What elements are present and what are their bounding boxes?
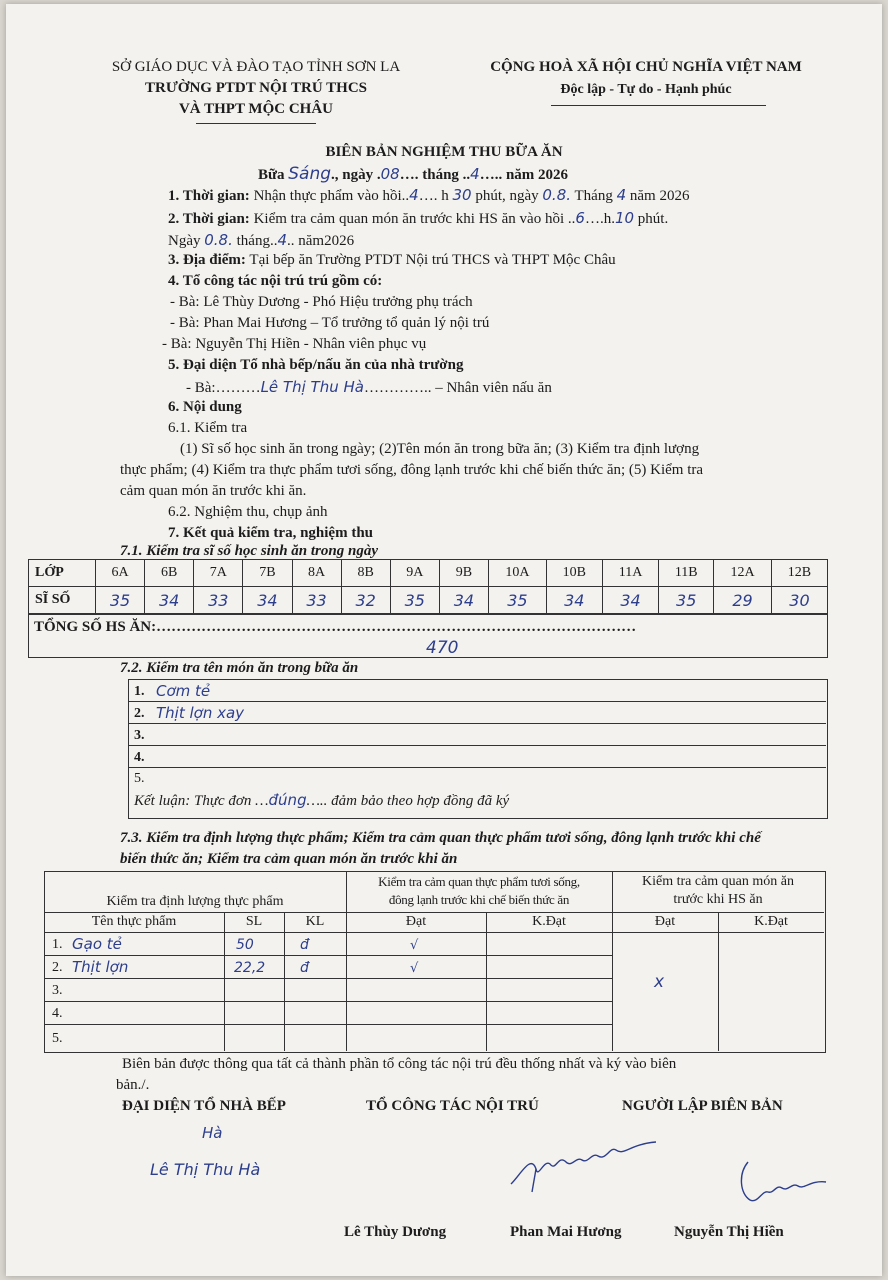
kitchen-signature-full: Lê Thị Thu Hà xyxy=(150,1160,261,1179)
count-cell: 33 xyxy=(194,587,243,614)
col-group-meal-line2: trước khi HS ăn xyxy=(673,892,763,907)
food-table-row-line xyxy=(44,1024,612,1025)
header-school-line2: VÀ THPT MỘC CHÂU xyxy=(178,101,334,117)
section-7-heading: 7. Kết quả kiểm tra, nghiệm thu xyxy=(168,525,374,541)
count-cell: 34 xyxy=(602,587,659,614)
count-cell: 33 xyxy=(292,587,341,614)
page-title: BIÊN BẢN NGHIỆM THU BỮA ĂN xyxy=(325,144,563,160)
col-pass-fresh: Đạt xyxy=(405,914,427,929)
signature-author-title: NGƯỜI LẬP BIÊN BẢN xyxy=(622,1098,783,1114)
food-row-pass: √ xyxy=(410,938,419,953)
food-row-number: 1. xyxy=(52,937,63,952)
dish-number: 1. xyxy=(134,684,145,699)
class-cell: 7B xyxy=(243,560,292,587)
header-department: SỞ GIÁO DỤC VÀ ĐÀO TẠO TỈNH SƠN LA xyxy=(111,59,401,75)
total-value: 470 xyxy=(426,638,459,658)
class-row-label: LỚP xyxy=(29,560,96,587)
count-cell: 35 xyxy=(390,587,439,614)
class-cell: 10A xyxy=(489,560,547,587)
meal-line: Bữa Sáng., ngày .08…. tháng ..4….. năm 2026 xyxy=(258,164,569,184)
count-cell: 35 xyxy=(659,587,714,614)
section-1: 1. Thời gian: Nhận thực phẩm vào hồi..4…. h 30 phút, ngày 0.8. Tháng 4 năm 2026 xyxy=(168,186,690,204)
kitchen-representative: - Bà:………Lê Thị Thu Hà………….. – Nhân viên nấu ăn xyxy=(186,378,552,396)
col-fail-meal: K.Đạt xyxy=(754,914,788,929)
section-2-date: Ngày 0.8. tháng..4.. năm2026 xyxy=(168,231,355,249)
section-6-heading: 6. Nội dung xyxy=(168,399,242,415)
food-row-sl: 50 xyxy=(236,937,254,953)
section-2: 2. Thời gian: Kiểm tra cảm quan món ăn trước khi HS ăn vào hồi ..6….h.10 phút. xyxy=(168,209,669,227)
food-row-name: Gạo tẻ xyxy=(72,935,122,953)
class-cell: 12B xyxy=(771,560,827,587)
col-kl: KL xyxy=(305,914,325,929)
count-cell: 35 xyxy=(96,587,145,614)
col-fail-fresh: K.Đạt xyxy=(532,914,566,929)
food-row-kl: đ xyxy=(300,937,309,953)
count-cell: 32 xyxy=(341,587,390,614)
header-country: CỘNG HOÀ XÃ HỘI CHỦ NGHĨA VIỆT NAM xyxy=(490,59,802,75)
food-row-pass: √ xyxy=(410,961,419,976)
signature-board-mark xyxy=(506,1134,666,1194)
dish-divider xyxy=(128,723,826,724)
header-right-underline xyxy=(551,105,766,106)
food-row-name: Thịt lợn xyxy=(72,958,129,976)
signature-kitchen-title: ĐẠI DIỆN TỔ NHÀ BẾP xyxy=(122,1098,286,1114)
total-label: TỔNG SỐ HS ĂN:…………………………………………………………………………………… xyxy=(34,619,637,635)
member-2: - Bà: Phan Mai Hương – Tổ trưởng tổ quản lý nội trú xyxy=(170,315,490,331)
dish-number: 3. xyxy=(134,728,145,743)
count-cell: 34 xyxy=(546,587,602,614)
food-table-row-line xyxy=(44,955,612,956)
section-6-2: 6.2. Nghiệm thu, chụp ảnh xyxy=(168,504,328,520)
meal-check-mark: x xyxy=(654,972,665,992)
dish-divider xyxy=(128,767,826,768)
dish-divider xyxy=(128,701,826,702)
count-cell: 34 xyxy=(243,587,292,614)
col-pass-meal: Đạt xyxy=(654,914,676,929)
dish-conclusion: Kết luận: Thực đơn …đúng….. đảm bảo theo hợp đồng đã ký xyxy=(134,791,510,809)
dish-name: Thịt lợn xay xyxy=(156,704,245,722)
section-4-heading: 4. Tổ công tác nội trú trú gồm có: xyxy=(168,273,383,289)
class-cell: 11A xyxy=(602,560,659,587)
signature-name-1: Lê Thùy Dương xyxy=(344,1224,447,1240)
col-group-meal-line1: Kiểm tra cảm quan món ăn xyxy=(641,874,794,889)
food-table-row-line xyxy=(612,932,824,933)
dish-number: 5. xyxy=(134,771,145,786)
col-group-quantity: Kiểm tra định lượng thực phẩm xyxy=(106,894,284,909)
section-7-1: 7.1. Kiểm tra sĩ số học sinh ăn trong ngày xyxy=(120,543,378,559)
section-6-1: 6.1. Kiểm tra xyxy=(168,420,248,436)
class-cell: 8A xyxy=(292,560,341,587)
count-cell: 30 xyxy=(771,587,827,614)
col-group-fresh-line2: đông lạnh trước khi chế biến thức ăn xyxy=(388,892,570,907)
count-cell: 29 xyxy=(714,587,772,614)
signature-board-title: TỔ CÔNG TÁC NỘI TRÚ xyxy=(366,1098,539,1114)
header-motto: Độc lập - Tự do - Hạnh phúc xyxy=(560,82,732,97)
section-7-2: 7.2. Kiểm tra tên món ăn trong bữa ăn xyxy=(120,660,359,676)
closing-line1: Biên bản được thông qua tất cả thành phần tổ công tác nội trú đều thống nhất và ký vào biên xyxy=(122,1056,677,1072)
food-table-row-line xyxy=(44,978,612,979)
count-cell: 34 xyxy=(145,587,194,614)
food-table-row-line xyxy=(44,912,824,913)
kitchen-signature-short: Hà xyxy=(202,1124,223,1142)
class-cell: 6B xyxy=(145,560,194,587)
food-table-row-line xyxy=(44,932,612,933)
food-row-number: 3. xyxy=(52,983,63,998)
section-6-para-2: thực phẩm; (4) Kiểm tra thực phẩm tươi sống, đông lạnh trước khi chế biến thức ăn; (5) Kiểm tra xyxy=(120,462,704,478)
closing-line2: bản./. xyxy=(116,1077,150,1093)
dish-number: 2. xyxy=(134,706,145,721)
signature-name-3: Nguyễn Thị Hiền xyxy=(674,1224,784,1240)
header-left-underline xyxy=(196,123,316,124)
class-row xyxy=(29,560,828,587)
section-7-3: 7.3. Kiểm tra định lượng thực phẩm; Kiểm tra cảm quan thực phẩm tươi sống, đông lạnh trước khi chế xyxy=(120,830,761,846)
count-cell: 34 xyxy=(439,587,488,614)
member-1: - Bà: Lê Thùy Dương - Phó Hiệu trưởng phụ trách xyxy=(170,294,473,310)
food-row-number: 4. xyxy=(52,1006,63,1021)
class-cell: 6A xyxy=(96,560,145,587)
dish-divider xyxy=(128,745,826,746)
col-food-name: Tên thực phẩm xyxy=(91,914,177,929)
signature-author-mark xyxy=(736,1154,836,1214)
dish-number: 4. xyxy=(134,750,145,765)
class-cell: 8B xyxy=(341,560,390,587)
food-row-number: 2. xyxy=(52,960,63,975)
member-3: - Bà: Nguyễn Thị Hiền - Nhân viên phục vụ xyxy=(162,336,427,352)
col-group-fresh-line1: Kiểm tra cảm quan thực phẩm tươi sống, xyxy=(378,874,580,889)
document-page xyxy=(6,4,882,1276)
class-cell: 10B xyxy=(546,560,602,587)
count-cell: 35 xyxy=(489,587,547,614)
class-cell: 9B xyxy=(439,560,488,587)
food-row-number: 5. xyxy=(52,1031,63,1046)
col-sl: SL xyxy=(245,914,263,929)
class-cell: 11B xyxy=(659,560,714,587)
section-7-3-line2: biến thức ăn; Kiểm tra cảm quan món ăn trước khi ăn xyxy=(120,851,458,867)
dish-name: Cơm tẻ xyxy=(156,682,211,700)
signature-name-2: Phan Mai Hương xyxy=(510,1224,622,1240)
count-row xyxy=(29,587,828,614)
header-school: TRƯỜNG PTDT NỘI TRÚ THCS xyxy=(145,80,367,96)
count-row-label: SĨ SỐ xyxy=(29,587,96,614)
section-5-heading: 5. Đại diện Tổ nhà bếp/nấu ăn của nhà trường xyxy=(168,357,464,373)
section-3: 3. Địa điểm: Tại bếp ăn Trường PTDT Nội trú THCS và THPT Mộc Châu xyxy=(168,252,616,268)
food-row-kl: đ xyxy=(300,960,309,976)
section-6-para-1: (1) Sĩ số học sinh ăn trong ngày; (2)Tên món ăn trong bữa ăn; (3) Kiểm tra định lượng xyxy=(180,441,700,457)
food-row-sl: 22,2 xyxy=(234,960,266,976)
class-cell: 9A xyxy=(390,560,439,587)
class-count-table xyxy=(28,559,828,614)
section-6-para-3: cảm quan món ăn trước khi ăn. xyxy=(120,483,307,499)
food-table-row-line xyxy=(44,1001,612,1002)
class-cell: 12A xyxy=(714,560,772,587)
class-cell: 7A xyxy=(194,560,243,587)
